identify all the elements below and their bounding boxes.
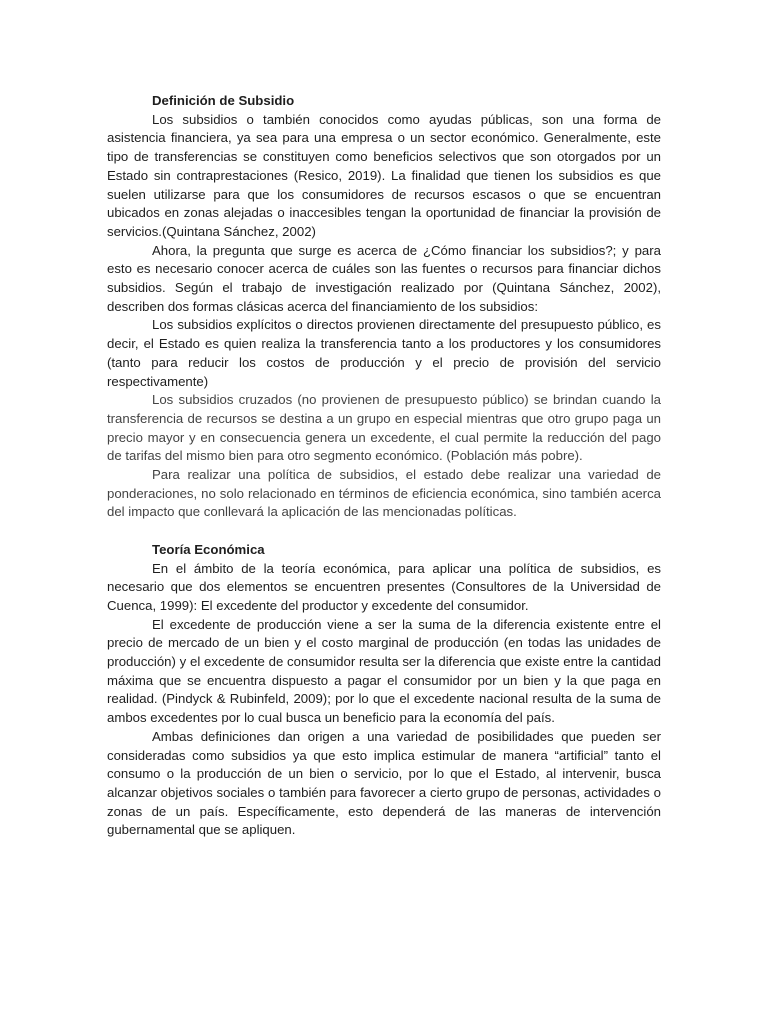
section-heading: Definición de Subsidio <box>152 93 295 108</box>
paragraph: Ambas definiciones dan origen a una variedad de posibilidades que pueden ser consideradas como subsidios ya que esto implica estimular de manera “artificial” tanto el consumo o la producción de un bien o servicio, por lo que el Estado, al intervenir, busca alcanzar objetivos sociales o también para favorecer a cierto grupo de personas, actividades o zonas de un país. Específicamente, esto dependerá de las maneras de intervención gubernamental que se apliquen. <box>107 728 661 838</box>
paragraph: Los subsidios o también conocidos como ayudas públicas, son una forma de asistencia financiera, ya sea para una empresa o un sector económico. Generalmente, este tipo de transferencias se constituyen como beneficios selectivos que son otorgados por un Estado sin contraprestaciones (Resico, 2019). La finalidad que tienen los subsidios es que suelen utilizarse para que los consumidores de recursos escasos o que se encuentran ubicados en zonas alejadas o inaccesibles tengan la oportunidad de financiar la provisión de servicios.(Quintana Sánchez, 2002) <box>107 111 661 239</box>
paragraph: Los subsidios explícitos o directos provienen directamente del presupuesto público, es decir, el Estado es quien realiza la transferencia tanto a los productores y los consumidores (tanto para reducir los costos de producción y el precio de provisión del servicio respectivamente) <box>107 317 661 389</box>
paragraph: El excedente de producción viene a ser la suma de la diferencia existente entre el precio de mercado de un bien y el costo marginal de producción (en todas las unidades de producción) y el excedente de consumidor resulta ser la diferencia que existe entre la cantidad máxima que se encuentra dispuesto a pagar el consumidor por un bien y la que paga en realidad. (Pindyck & Rubinfeld, 2009); por lo que el excedente nacional resulta de la suma de ambos excedentes por lo cual busca un beneficio para la economía del país. <box>107 616 661 726</box>
paragraph: Los subsidios cruzados (no provienen de presupuesto público) se brindan cuando la transferencia de recursos se destina a un grupo en especial mientras que otro grupo paga un precio mayor y en consecuencia genera un excedente, el cual permite la reducción del pago de tarifas del mismo bien para otro segmento económico. (Población más pobre). <box>107 392 661 464</box>
section-heading: Teoría Económica <box>152 541 265 557</box>
paragraph: En el ámbito de la teoría económica, para aplicar una política de subsidios, es necesario que dos elementos se encuentren presentes (Consultores de la Universidad de Cuenca, 1999): El excedente del productor y excedente del consumidor. <box>107 560 661 613</box>
section-definicion-subsidio <box>107 92 661 522</box>
paragraph: Ahora, la pregunta que surge es acerca de ¿Cómo financiar los subsidios?; y para esto es necesario conocer acerca de cuáles son las fuentes o recursos para financiar dichos subsidios. Según el trabajo de investigación realizado por (Quintana Sánchez, 2002), describen dos formas clásicas acerca del financiamiento de los subsidios: <box>107 242 661 314</box>
section-spacer <box>107 522 661 541</box>
section-teoria-economica <box>107 541 661 840</box>
paragraph: Para realizar una política de subsidios, el estado debe realizar una variedad de ponderaciones, no solo relacionado en términos de eficiencia económica, sino también acerca del impacto que conllevará la aplicación de las mencionadas políticas. <box>107 467 661 520</box>
document-page <box>107 92 661 840</box>
